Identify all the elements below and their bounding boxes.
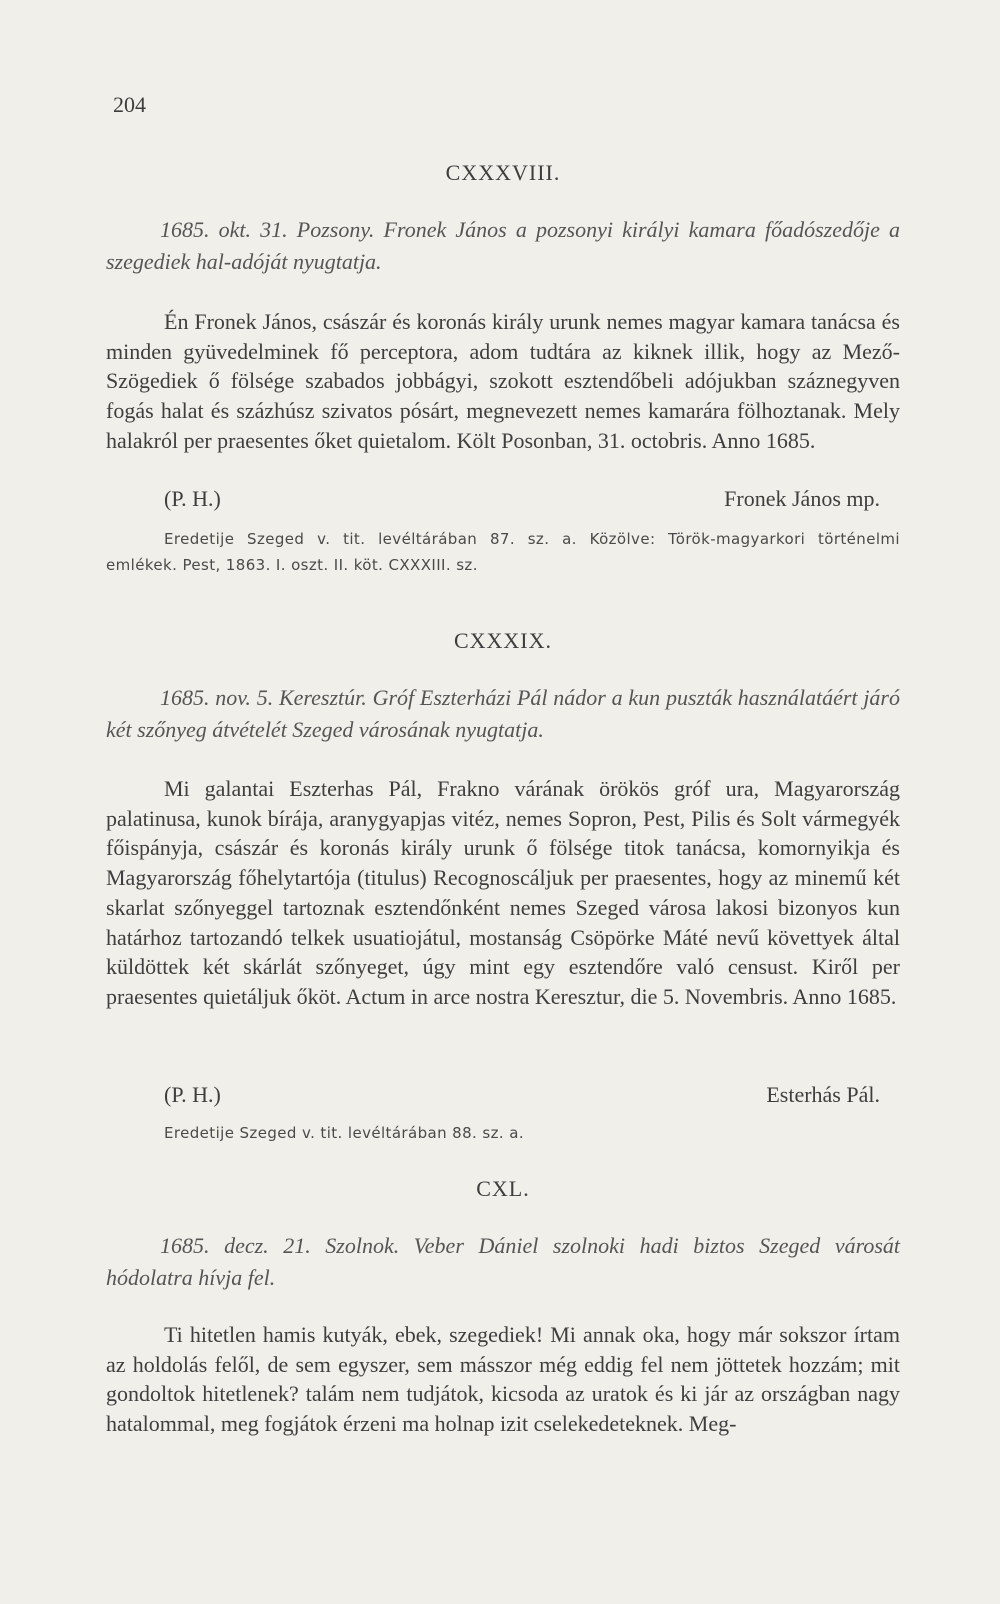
source-note: Eredetije Szeged v. tit. levéltárában 88. sz. a. [164,1124,524,1142]
document-number: CXXXIX. [453,628,553,653]
signature: Esterhás Pál. [766,1082,880,1107]
document-body: Ti hitetlen hamis kutyák, ebek, szegediek! Mi annak oka, hogy már sokszor írtam az holdolás felől, de sem egyszer, sem másszor még eddig fel nem jöttetek hozzám; mit gondoltok hitetlenek? talám nem tudjátok, kicsoda az uratok és ki jár az országban nagy hatalommal, meg fogjátok érzeni ma holnap izit cselekedeteknek. Meg- [106,1322,900,1437]
document-cxxxix [106,628,900,654]
document-cxxxix-body-block [106,774,900,1012]
signature-row [106,1080,900,1110]
document-body: Mi galantai Eszterhas Pál, Frakno várának örökös gróf ura, Magyarország palatinusa, kunok bírája, aranygyapjas vitéz, nemes Sopron, Pest, Pilis és Solt vármegyék főispányja, császár és koronás király urunk ő fölsége titok tanácsa, komornyikja és Magyarország főhelytartója (titulus) Recognoscáljuk per praesentes, hogy az minemű két skarlat szőnyeggel tartoznak esztendőnként nemes Szeged városa lakosi bizonyos kun határhoz tartozandó telkek usuatiojátul, mostanság Csöpörke Máté nevű követtyek által küldöttek két skárlát szőnyeget, úgy mint egy esztendőre való censust. Kiről per praesentes quietáljuk őköt. Actum in arce nostra Keresztur, die 5. Novembris. Anno 1685. [106,776,900,1009]
document-heading: 1685. okt. 31. Pozsony. Fronek János a pozsonyi királyi kamara főadószedője a szegediek hal-adóját nyugtatja. [106,217,900,274]
document-cxxxviii-note-block [106,526,900,578]
source-note: Eredetije Szeged v. tit. levéltárában 87. sz. a. Közölve: Török-magyarkori történelmi emlékek. Pest, 1863. I. oszt. II. köt. CXXXIII. sz. [106,530,900,574]
document-number: CXXXVIII. [445,160,561,185]
seal-mark: (P. H.) [164,1082,221,1107]
document-cxl [106,1176,900,1202]
document-cxxxviii-heading-block [106,214,900,278]
seal-mark: (P. H.) [164,486,221,511]
document-number: CXL. [476,1176,530,1201]
document-heading: 1685. nov. 5. Keresztúr. Gróf Eszterházi Pál nádor a kun puszták használatáért járó két szőnyeg átvételét Szeged városának nyugtatja. [106,685,900,742]
signature: Fronek János mp. [724,486,880,511]
page-number: 204 [113,92,146,117]
document-cxxxviii-signature-block [106,484,900,514]
document-cxxxix-note-block [106,1120,900,1146]
document-cxxxix-heading-block [106,682,900,746]
document-cxxxix-signature-block [106,1080,900,1110]
document-cxxxviii-body-block [106,307,900,456]
document-cxxxviii [106,160,900,186]
document-heading: 1685. decz. 21. Szolnok. Veber Dániel szolnoki hadi biztos Szeged városát hódolatra hívja fel. [106,1233,900,1290]
signature-row [106,484,900,514]
document-body: Én Fronek János, császár és koronás király urunk nemes magyar kamara tanácsa és minden gyüvedelminek fő perceptora, adom tudtára az kiknek illik, hogy az Mező-Szögediek ő fölsége szabados jobbágyi, szokott esztendőbeli adójukban száznegyven fogás halat és százhúsz szivatos pósárt, megnevezett nemes kamarára fölhoztanak. Mely halakról per praesentes őket quietalom. Költ Posonban, 31. octobris. Anno 1685. [106,309,900,453]
document-cxl-body-block [106,1320,900,1439]
document-cxl-heading-block [106,1230,900,1294]
